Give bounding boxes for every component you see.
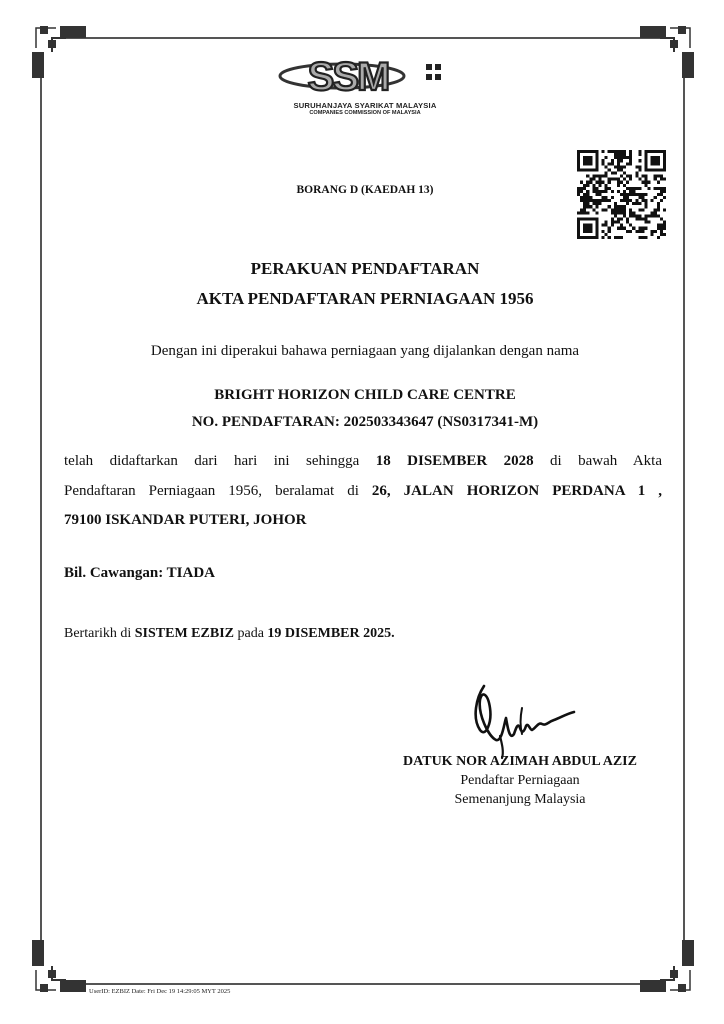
frame-right: [683, 62, 685, 960]
ssm-logo-icon: [270, 52, 460, 100]
registration-number: NO. PENDAFTARAN: 202503343647 (NS0317341-M): [191, 414, 539, 430]
corner-ornament-icon: [636, 22, 696, 82]
footer-user-date: UserID: EZBIZ Date: Fri Dec 19 14:29:05 MYT 2025: [89, 988, 231, 995]
intro-text: Dengan ini diperakui bahawa perniagaan yang dijalankan dengan nama: [150, 343, 580, 359]
corner-ornament-icon: [636, 936, 696, 996]
act-title: AKTA PENDAFTARAN PERNIAGAAN 1956: [196, 289, 534, 308]
body-line-2: [64, 483, 662, 500]
logo-name-en: COMPANIES COMMISSION OF MALAYSIA: [309, 110, 421, 116]
signatory-title: Pendaftar Perniagaan: [460, 773, 580, 788]
body-text: Pendaftaran Perniagaan 1956, beralamat di: [64, 483, 372, 499]
signature-icon: [462, 678, 586, 762]
frame-bottom: [62, 983, 664, 985]
business-name: BRIGHT HORIZON CHILD CARE CENTRE: [214, 387, 516, 403]
svg-text:SSM: SSM: [307, 55, 389, 99]
expiry-date: 18 DISEMBER 2028: [375, 453, 534, 469]
qr-code-icon: [577, 150, 666, 239]
business-address: 26, JALAN HORIZON PERDANA 1 ,: [371, 483, 663, 499]
issue-date: 19 DISEMBER 2025.: [267, 626, 395, 641]
signatory-region: Semenanjung Malaysia: [454, 792, 586, 807]
dated-line: [64, 626, 395, 642]
certificate-title: PERAKUAN PENDAFTARAN: [250, 259, 480, 278]
system-name: SISTEM EZBIZ: [134, 626, 234, 641]
business-address-line-2: 79100 ISKANDAR PUTERI, JOHOR: [64, 512, 307, 528]
corner-ornament-icon: [30, 936, 90, 996]
dated-text: pada: [233, 626, 268, 641]
body-text: di bawah Akta: [533, 453, 662, 469]
frame-left: [40, 62, 42, 960]
dated-text: Bertarikh di: [64, 626, 135, 641]
logo-name-ms: SURUHANJAYA SYARIKAT MALAYSIA: [293, 101, 437, 110]
corner-ornament-icon: [30, 22, 90, 82]
signatory-name: DATUK NOR AZIMAH ABDUL AZIZ: [403, 754, 637, 769]
body-line-1: [64, 453, 662, 470]
frame-top: [62, 37, 664, 39]
branch-count: Bil. Cawangan: TIADA: [64, 565, 216, 581]
form-reference: BORANG D (KAEDAH 13): [296, 184, 434, 196]
ssm-logo: [270, 52, 460, 122]
qr-modules: [577, 150, 666, 239]
body-text: telah didaftarkan dari hari ini sehingga: [64, 453, 376, 469]
